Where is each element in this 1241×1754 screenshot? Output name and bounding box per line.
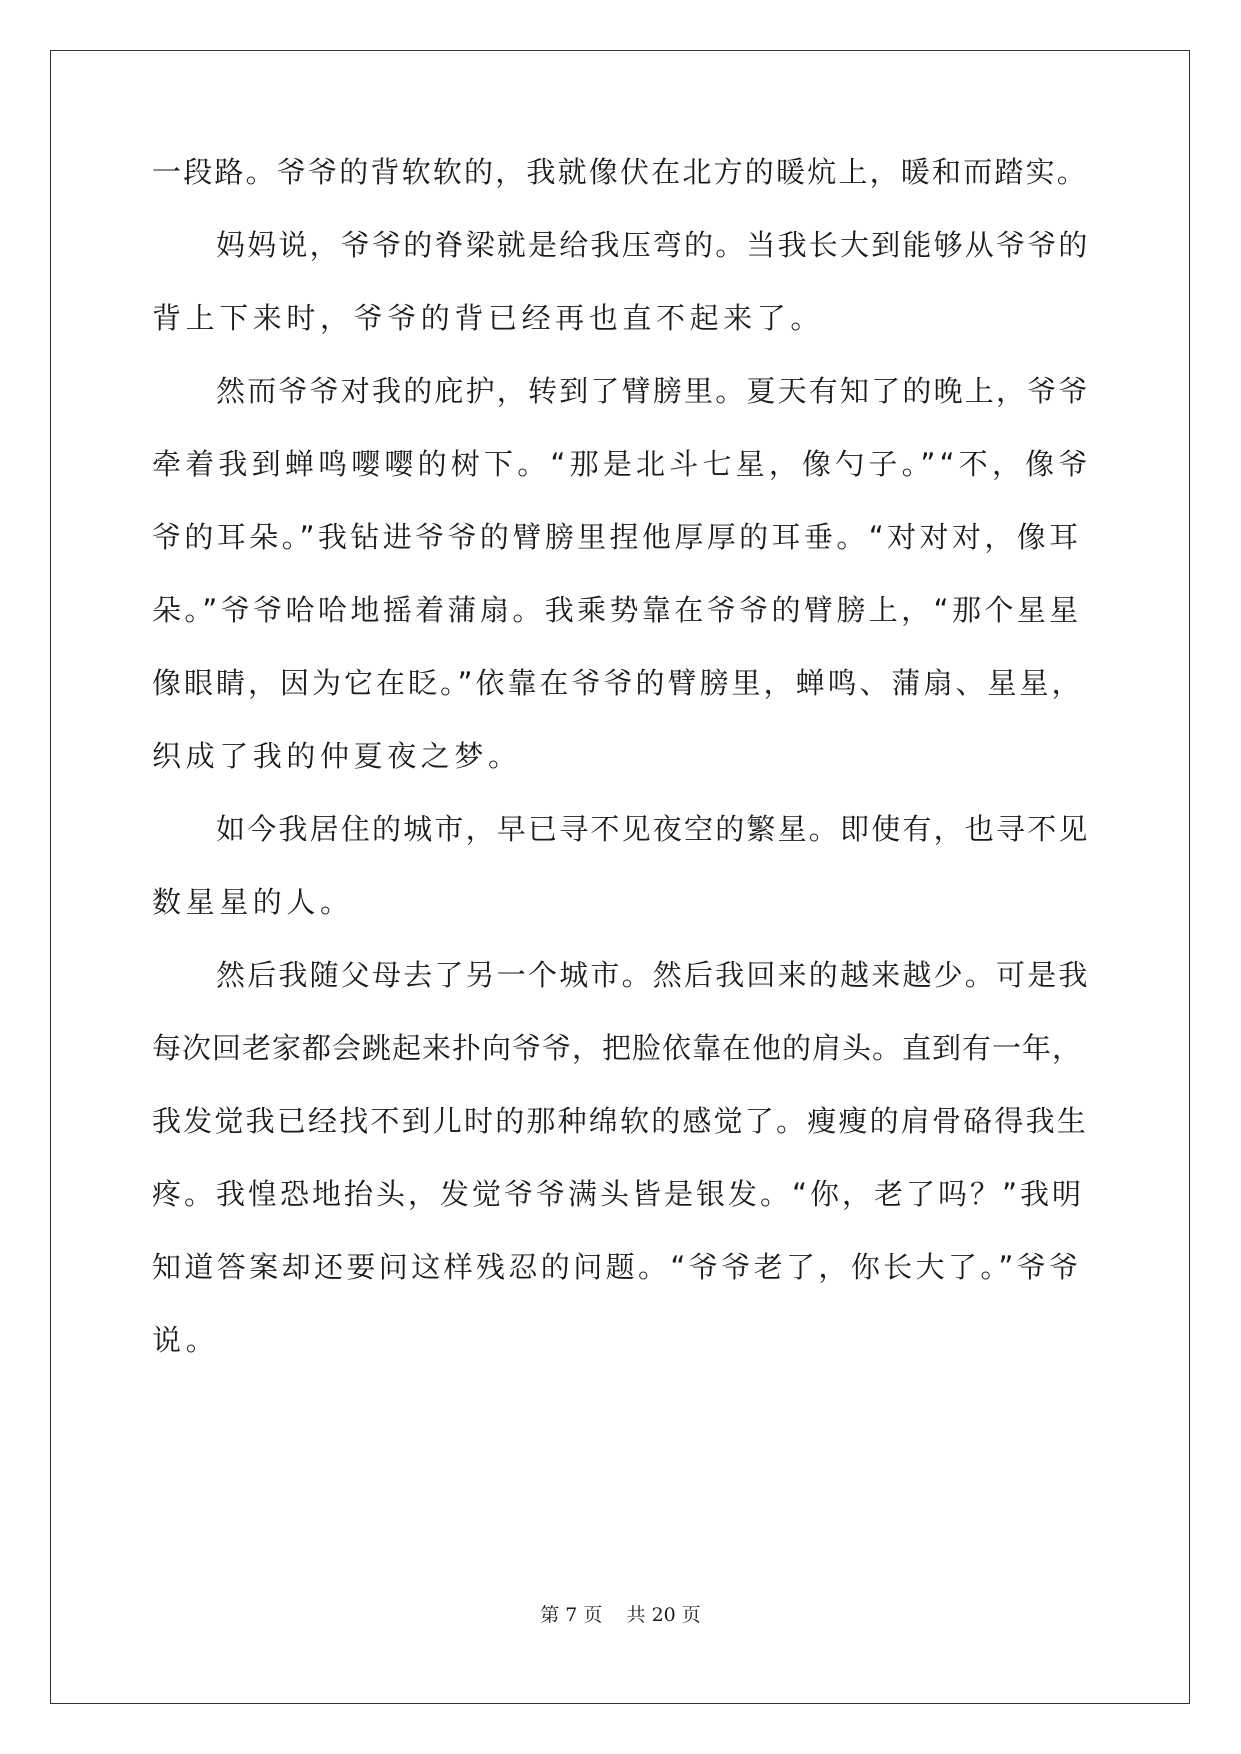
- text-line: 说。: [152, 1323, 220, 1357]
- text-line: 牵着我到蝉鸣嘤嘤的树下。“那是北斗七星，像勺子。”“不，像爷: [152, 447, 1092, 481]
- page-footer: [0, 1603, 1241, 1627]
- paragraph-start-line: 然后我随父母去了另一个城市。然后我回来的越来越少。可是我: [216, 958, 1090, 992]
- page-number-label: 第 7 页 共 20 页: [540, 1604, 701, 1626]
- text-line: 每次回老家都会跳起来扑向爷爷，把脸依靠在他的肩头。直到有一年，: [152, 1031, 1083, 1065]
- paragraph-start-line: 然而爷爷对我的庇护，转到了臂膀里。夏天有知了的晚上，爷爷: [216, 374, 1090, 408]
- text-line: 一段路。爷爷的背软软的，我就像伏在北方的暖炕上，暖和而踏实。: [152, 155, 1089, 189]
- text-line: 知道答案却还要问这样残忍的问题。“爷爷老了，你长大了。”爷爷: [152, 1250, 1082, 1284]
- text-line: 像眼睛，因为它在眨。”依靠在爷爷的臂膀里，蝉鸣、蒲扇、星星，: [152, 666, 1084, 700]
- text-line: 朵。”爷爷哈哈地摇着蒲扇。我乘势靠在爷爷的臂膀上，“那个星星: [152, 593, 1082, 627]
- text-line: 爷的耳朵。”我钻进爷爷的臂膀里捏他厚厚的耳垂。“对对对，像耳: [152, 520, 1082, 554]
- text-line: 疼。我惶恐地抬头，发觉爷爷满头皆是银发。“你，老了吗？”我明: [152, 1177, 1085, 1211]
- text-line: 数星星的人。: [152, 885, 354, 919]
- text-line: 织成了我的仲夏夜之梦。: [152, 739, 522, 773]
- paragraph-start-line: 妈妈说，爷爷的脊梁就是给我压弯的。当我长大到能够从爷爷的: [216, 228, 1090, 262]
- text-line: 背上下来时，爷爷的背已经再也直不起来了。: [152, 301, 825, 335]
- paragraph-start-line: 如今我居住的城市，早已寻不见夜空的繁星。即使有，也寻不见: [216, 812, 1090, 846]
- text-line: 我发觉我已经找不到儿时的那种绵软的感觉了。瘦瘦的肩骨硌得我生: [152, 1104, 1089, 1138]
